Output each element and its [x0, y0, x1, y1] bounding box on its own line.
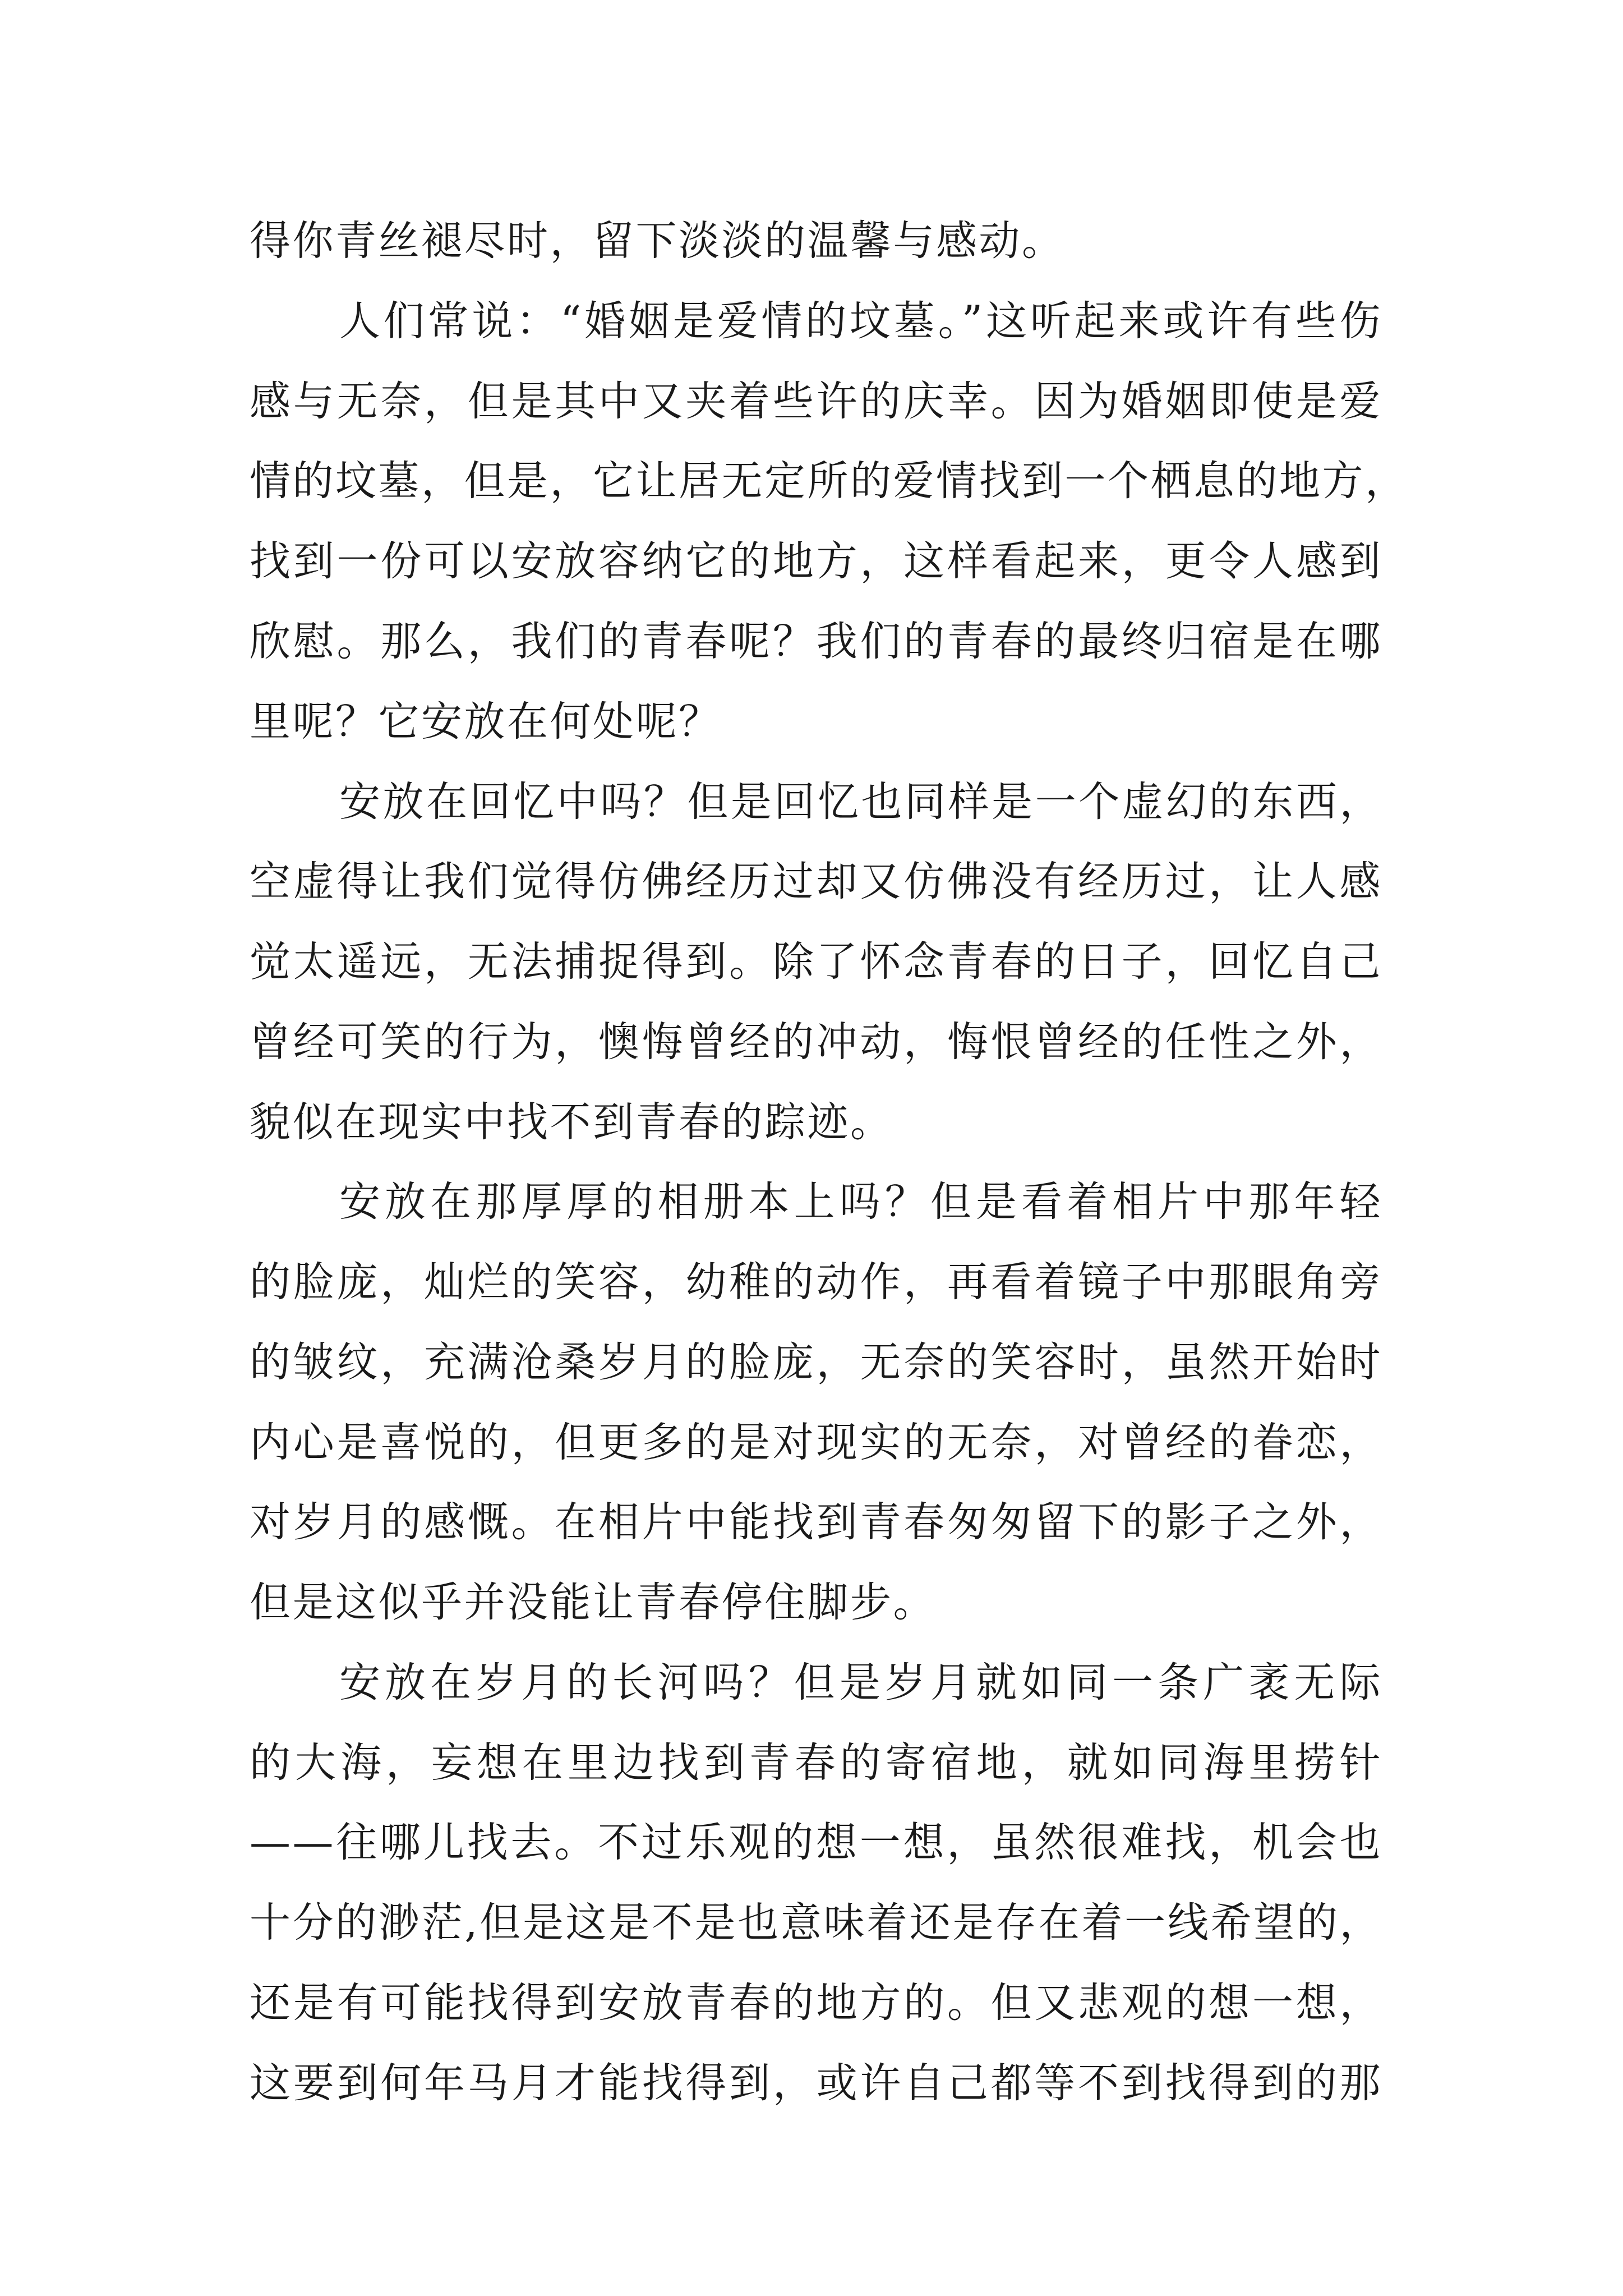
text-line: 安放在回忆中吗？但是回忆也同样是一个虚幻的东西， [339, 778, 1382, 826]
text-line: 安放在岁月的长河吗？但是岁月就如同一条广袤无际 [339, 1659, 1382, 1706]
text-line: 欣慰。那么，我们的青春呢？我们的青春的最终归宿是在哪 [250, 618, 1382, 665]
text-line: 得你青丝褪尽时，留下淡淡的温馨与感动。 [250, 217, 1065, 265]
text-line: 人们常说：“婚姻是爱情的坟墓。”这听起来或许有些伤 [339, 297, 1382, 345]
text-line: 的皱纹，充满沧桑岁月的脸庞，无奈的笑容时，虽然开始时 [250, 1338, 1382, 1386]
text-line: ——往哪儿找去。不过乐观的想一想，虽然很难找，机会也 [250, 1819, 1382, 1866]
text-line: 这要到何年马月才能找得到，或许自己都等不到找得到的那 [250, 2059, 1382, 2107]
text-line: 曾经可笑的行为，懊悔曾经的冲动，悔恨曾经的任性之外， [250, 1018, 1382, 1066]
text-line: 空虚得让我们觉得仿佛经历过却又仿佛没有经历过，让人感 [250, 858, 1382, 905]
text-line: 但是这似乎并没能让青春停住脚步。 [250, 1579, 936, 1626]
text-line: 情的坟墓，但是，它让居无定所的爱情找到一个栖息的地方， [250, 457, 1408, 505]
text-line: 貌似在现实中找不到青春的踪迹。 [250, 1098, 893, 1146]
text-line: 还是有可能找得到安放青春的地方的。但又悲观的想一想， [250, 1979, 1382, 2027]
text-line: 找到一份可以安放容纳它的地方，这样看起来，更令人感到 [250, 537, 1382, 585]
text-line: 内心是喜悦的，但更多的是对现实的无奈，对曾经的眷恋， [250, 1419, 1382, 1466]
text-line: 觉太遥远，无法捕捉得到。除了怀念青春的日子，回忆自己 [250, 938, 1382, 986]
text-line: 的大海，妄想在里边找到青春的寄宿地，就如同海里捞针 [250, 1739, 1382, 1787]
text-line: 十分的渺茫,但是这是不是也意味着还是存在着一线希望的， [250, 1899, 1382, 1947]
text-line: 感与无奈，但是其中又夹着些许的庆幸。因为婚姻即使是爱 [250, 378, 1382, 425]
text-line: 里呢？它安放在何处呢？ [250, 698, 722, 746]
text-line: 的脸庞，灿烂的笑容，幼稚的动作，再看着镜子中那眼角旁 [250, 1258, 1382, 1306]
text-line: 对岁月的感慨。在相片中能找到青春匆匆留下的影子之外， [250, 1498, 1382, 1546]
text-line: 安放在那厚厚的相册本上吗？但是看着相片中那年轻 [339, 1178, 1382, 1226]
